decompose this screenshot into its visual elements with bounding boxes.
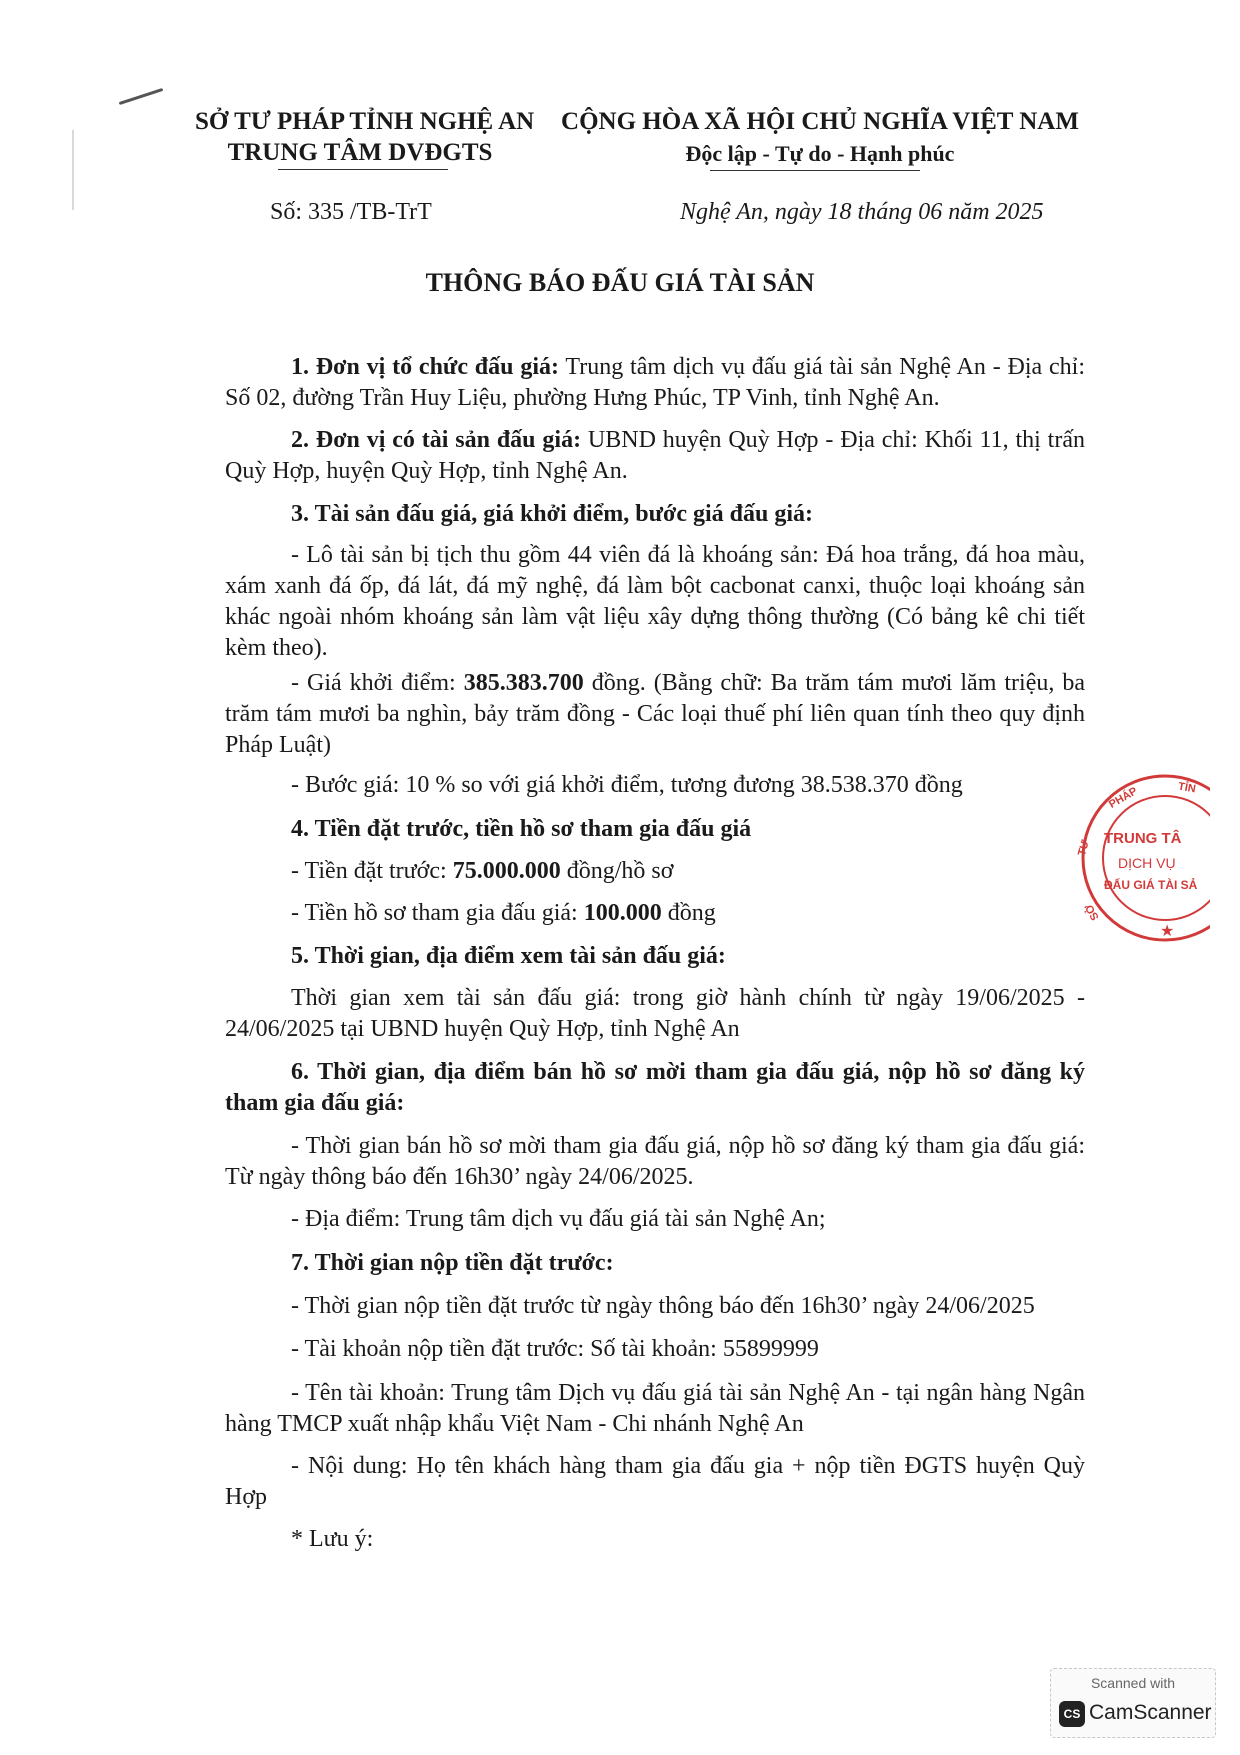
center-name-underline	[278, 169, 448, 170]
stamp-line-1: TRUNG TÂ	[1104, 830, 1182, 847]
page-title: THÔNG BÁO ĐẤU GIÁ TÀI SẢN	[425, 268, 815, 297]
camscanner-badge	[1050, 1668, 1216, 1738]
section-3-asset: - Lô tài sản bị tịch thu gồm 44 viên đá là khoáng sản: Đá hoa trắng, đá hoa màu, xám xanh đá ốp, đá lát, đá mỹ nghệ, đá làm bột cacbonat canxi, thuộc loại khoáng sản khác ngoài nhóm khoáng sản làm vật liệu xây dựng thông thường (Có bảng kê chi tiết kèm theo).	[225, 542, 1085, 661]
section-5-text: Thời gian xem tài sản đấu giá: trong giờ hành chính từ ngày 19/06/2025 - 24/06/2025 tại UBND huyện Quỳ Hợp, tỉnh Nghệ An	[225, 985, 1085, 1042]
pen-mark	[119, 88, 164, 105]
document-number: Số: 335 /TB-TrT	[270, 199, 432, 225]
section-6-time: - Thời gian bán hồ sơ mời tham gia đấu giá, nộp hồ sơ đăng ký tham gia đấu giá: Từ ngày thông báo đến 16h30’ ngày 24/06/2025.	[225, 1133, 1085, 1190]
section-2-text: UBND huyện Quỳ Hợp - Địa chỉ: Khối 11, thị trấn Quỳ Hợp, huyện Quỳ Hợp, tỉnh Nghệ An.	[225, 427, 1085, 484]
price-value: 385.383.700	[463, 670, 584, 696]
section-1-text: Trung tâm dịch vụ đấu giá tài sản Nghệ An - Địa chỉ: Số 02, đường Trần Huy Liệu, phường Hưng Phúc, TP Vinh, tỉnh Nghệ An.	[225, 354, 1085, 411]
stamp-star: ★	[1160, 923, 1175, 940]
section-4-deposit	[225, 856, 1085, 887]
section-2-label: 2. Đơn vị có tài sản đấu giá:	[291, 427, 582, 453]
motto: Độc lập - Tự do - Hạnh phúc	[685, 141, 955, 166]
section-7-account-name: - Tên tài khoản: Trung tâm Dịch vụ đấu giá tài sản Nghệ An - tại ngân hàng Ngân hàng TMCP xuất nhập khẩu Việt Nam - Chi nhánh Nghệ An	[225, 1380, 1085, 1437]
camscanner-logo-icon: CS	[1059, 1701, 1085, 1727]
section-7-account: - Tài khoản nộp tiền đặt trước: Số tài khoản: 55899999	[291, 1336, 819, 1362]
stamp-ring-top: PHÁP	[1107, 785, 1140, 811]
official-stamp	[1060, 770, 1210, 950]
section-7-heading: 7. Thời gian nộp tiền đặt trước:	[291, 1250, 614, 1276]
stamp-ring-left: TƯ	[1076, 838, 1092, 858]
camscanner-brand: CamScanner	[1089, 1701, 1212, 1724]
deposit-prefix: - Tiền đặt trước:	[291, 858, 453, 884]
fee-value: 100.000	[583, 900, 662, 926]
stamp-ring-bottom: SỞ	[1082, 901, 1102, 923]
price-suffix: đồng. (Bằng chữ: Ba trăm tám mươi lăm triệu, ba trăm tám mươi ba nghìn, bảy trăm đồng - Các loại thuế phí liên quan tính theo quy định Pháp Luật)	[225, 670, 1085, 758]
deposit-suffix: đồng/hồ sơ	[560, 858, 674, 884]
section-7-time: - Thời gian nộp tiền đặt trước từ ngày thông báo đến 16h30’ ngày 24/06/2025	[291, 1293, 1035, 1319]
place-date: Nghệ An, ngày 18 tháng 06 năm 2025	[680, 199, 1044, 225]
margin-line	[72, 130, 74, 210]
deposit-value: 75.000.000	[452, 858, 561, 884]
camscanner-caption: Scanned with	[1090, 1675, 1176, 1691]
section-1-label: 1. Đơn vị tổ chức đấu giá:	[291, 354, 559, 380]
stamp-ring-top-right: TỈN	[1177, 780, 1197, 796]
price-prefix: - Giá khởi điểm:	[291, 670, 464, 696]
section-3-step: - Bước giá: 10 % so với giá khởi điểm, tương đương 38.538.370 đồng	[291, 772, 963, 798]
section-1	[225, 352, 1085, 414]
section-2	[225, 425, 1085, 487]
section-6-place: - Địa điểm: Trung tâm dịch vụ đấu giá tài sản Nghệ An;	[291, 1206, 826, 1232]
section-3-heading: 3. Tài sản đấu giá, giá khởi điểm, bước giá đấu giá:	[291, 501, 813, 527]
section-4-heading: 4. Tiền đặt trước, tiền hồ sơ tham gia đấu giá	[291, 816, 752, 842]
section-6-heading: 6. Thời gian, địa điểm bán hồ sơ mời tham gia đấu giá, nộp hồ sơ đăng ký tham gia đấu giá:	[225, 1059, 1085, 1116]
section-4-fee	[225, 898, 1085, 929]
stamp-line-3: ĐẤU GIÁ TÀI SẢ	[1104, 878, 1198, 892]
agency-name: SỞ TƯ PHÁP TỈNH NGHỆ AN	[195, 108, 535, 135]
country-name: CỘNG HÒA XÃ HỘI CHỦ NGHĨA VIỆT NAM	[561, 108, 1079, 135]
fee-suffix: đồng	[661, 900, 716, 926]
stamp-line-2: DỊCH VỤ	[1118, 855, 1176, 871]
center-name: TRUNG TÂM DVĐGTS	[227, 139, 493, 166]
section-3-price	[225, 668, 1085, 761]
motto-underline	[710, 170, 920, 171]
note-label: * Lưu ý:	[291, 1526, 374, 1552]
section-5-heading: 5. Thời gian, địa điểm xem tài sản đấu giá:	[291, 943, 726, 969]
section-7-content: - Nội dung: Họ tên khách hàng tham gia đấu gia + nộp tiền ĐGTS huyện Quỳ Hợp	[225, 1453, 1085, 1510]
fee-prefix: - Tiền hồ sơ tham gia đấu giá:	[291, 900, 584, 926]
